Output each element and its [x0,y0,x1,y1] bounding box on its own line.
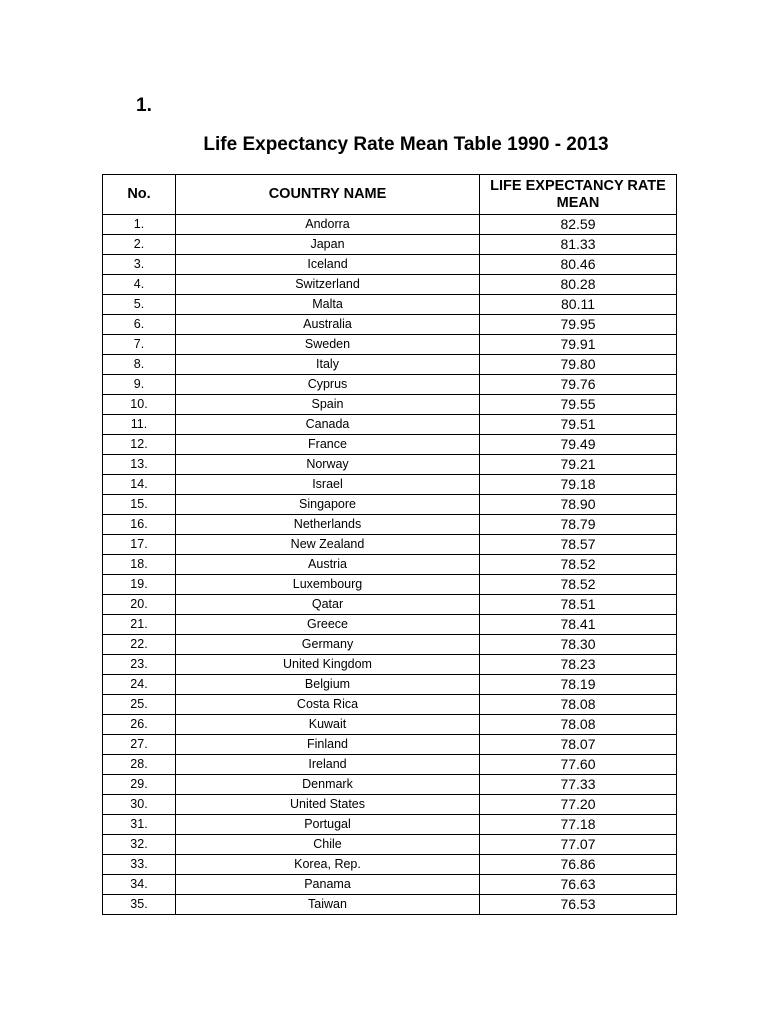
country-name-cell: Greece [176,615,480,635]
row-number-cell: 2. [103,235,176,255]
life-expectancy-value-cell: 79.49 [480,435,677,455]
table-row [103,435,677,455]
table-row [103,615,677,635]
row-number-cell: 4. [103,275,176,295]
row-number-cell: 19. [103,575,176,595]
life-expectancy-value-cell: 77.33 [480,775,677,795]
table-row [103,895,677,915]
life-expectancy-value-cell: 82.59 [480,215,677,235]
header-life-expectancy-rate-mean: LIFE EXPECTANCY RATE MEAN [480,175,677,215]
country-name-cell: Cyprus [176,375,480,395]
table-row [103,695,677,715]
table-row [103,735,677,755]
country-name-cell: Kuwait [176,715,480,735]
life-expectancy-value-cell: 78.30 [480,635,677,655]
life-expectancy-value-cell: 78.52 [480,555,677,575]
table-row [103,515,677,535]
row-number-cell: 6. [103,315,176,335]
row-number-cell: 31. [103,815,176,835]
row-number-cell: 12. [103,435,176,455]
country-name-cell: Iceland [176,255,480,275]
life-expectancy-value-cell: 79.95 [480,315,677,335]
life-expectancy-value-cell: 80.11 [480,295,677,315]
row-number-cell: 17. [103,535,176,555]
life-expectancy-value-cell: 76.53 [480,895,677,915]
country-name-cell: Portugal [176,815,480,835]
table-row [103,315,677,335]
country-name-cell: Canada [176,415,480,435]
life-expectancy-value-cell: 79.55 [480,395,677,415]
country-name-cell: Andorra [176,215,480,235]
life-expectancy-value-cell: 78.41 [480,615,677,635]
row-number-cell: 25. [103,695,176,715]
row-number-cell: 29. [103,775,176,795]
row-number-cell: 33. [103,855,176,875]
country-name-cell: Luxembourg [176,575,480,595]
country-name-cell: Qatar [176,595,480,615]
row-number-cell: 10. [103,395,176,415]
table-row [103,575,677,595]
row-number-cell: 16. [103,515,176,535]
row-number-cell: 28. [103,755,176,775]
country-name-cell: Japan [176,235,480,255]
row-number-cell: 7. [103,335,176,355]
row-number-cell: 13. [103,455,176,475]
table-row [103,375,677,395]
row-number-cell: 21. [103,615,176,635]
table-row [103,595,677,615]
table-row [103,655,677,675]
row-number-cell: 9. [103,375,176,395]
row-number-cell: 26. [103,715,176,735]
country-name-cell: Switzerland [176,275,480,295]
life-expectancy-value-cell: 78.07 [480,735,677,755]
header-country-name: COUNTRY NAME [176,175,480,215]
country-name-cell: Costa Rica [176,695,480,715]
row-number-cell: 23. [103,655,176,675]
row-number-cell: 34. [103,875,176,895]
life-expectancy-value-cell: 78.19 [480,675,677,695]
table-row [103,755,677,775]
country-name-cell: Malta [176,295,480,315]
life-expectancy-value-cell: 78.51 [480,595,677,615]
country-name-cell: Finland [176,735,480,755]
life-expectancy-value-cell: 77.60 [480,755,677,775]
row-number-cell: 1. [103,215,176,235]
life-expectancy-value-cell: 80.28 [480,275,677,295]
table-row [103,415,677,435]
country-name-cell: Taiwan [176,895,480,915]
country-name-cell: Sweden [176,335,480,355]
country-name-cell: Norway [176,455,480,475]
table-row [103,475,677,495]
table-row [103,395,677,415]
country-name-cell: United Kingdom [176,655,480,675]
page-title: Life Expectancy Rate Mean Table 1990 - 2013 [203,134,609,155]
table-row [103,495,677,515]
life-expectancy-value-cell: 77.18 [480,815,677,835]
row-number-cell: 5. [103,295,176,315]
table-row [103,555,677,575]
table-row [103,295,677,315]
table-row [103,275,677,295]
table-row [103,355,677,375]
section-number: 1. [136,95,152,116]
row-number-cell: 20. [103,595,176,615]
life-expectancy-value-cell: 79.76 [480,375,677,395]
life-expectancy-value-cell: 78.08 [480,715,677,735]
row-number-cell: 11. [103,415,176,435]
row-number-cell: 3. [103,255,176,275]
table-header-row [103,175,677,215]
life-expectancy-value-cell: 77.07 [480,835,677,855]
row-number-cell: 32. [103,835,176,855]
life-expectancy-value-cell: 81.33 [480,235,677,255]
table-row [103,255,677,275]
table-row [103,675,677,695]
table-row [103,635,677,655]
table-row [103,875,677,895]
country-name-cell: New Zealand [176,535,480,555]
table-row [103,835,677,855]
life-expectancy-value-cell: 77.20 [480,795,677,815]
country-name-cell: Belgium [176,675,480,695]
table-row [103,535,677,555]
country-name-cell: Singapore [176,495,480,515]
country-name-cell: Austria [176,555,480,575]
table-row [103,335,677,355]
country-name-cell: Israel [176,475,480,495]
life-expectancy-value-cell: 78.23 [480,655,677,675]
life-expectancy-value-cell: 76.63 [480,875,677,895]
row-number-cell: 22. [103,635,176,655]
table-row [103,775,677,795]
table-row [103,455,677,475]
table-row [103,715,677,735]
country-name-cell: United States [176,795,480,815]
country-name-cell: Italy [176,355,480,375]
row-number-cell: 30. [103,795,176,815]
life-expectancy-value-cell: 79.18 [480,475,677,495]
row-number-cell: 8. [103,355,176,375]
country-name-cell: Australia [176,315,480,335]
row-number-cell: 27. [103,735,176,755]
table-row [103,815,677,835]
row-number-cell: 18. [103,555,176,575]
life-expectancy-value-cell: 78.08 [480,695,677,715]
country-name-cell: Panama [176,875,480,895]
life-expectancy-table [102,174,677,915]
life-expectancy-value-cell: 79.80 [480,355,677,375]
life-expectancy-value-cell: 79.51 [480,415,677,435]
country-name-cell: France [176,435,480,455]
life-expectancy-value-cell: 76.86 [480,855,677,875]
country-name-cell: Netherlands [176,515,480,535]
row-number-cell: 35. [103,895,176,915]
table-body [103,215,677,915]
country-name-cell: Germany [176,635,480,655]
country-name-cell: Spain [176,395,480,415]
table-row [103,855,677,875]
country-name-cell: Ireland [176,755,480,775]
table-row [103,795,677,815]
table-row [103,215,677,235]
life-expectancy-value-cell: 78.52 [480,575,677,595]
country-name-cell: Chile [176,835,480,855]
header-no: No. [103,175,176,215]
life-expectancy-value-cell: 78.57 [480,535,677,555]
life-expectancy-value-cell: 80.46 [480,255,677,275]
life-expectancy-value-cell: 79.21 [480,455,677,475]
table-row [103,235,677,255]
life-expectancy-value-cell: 78.79 [480,515,677,535]
row-number-cell: 24. [103,675,176,695]
country-name-cell: Denmark [176,775,480,795]
row-number-cell: 14. [103,475,176,495]
row-number-cell: 15. [103,495,176,515]
life-expectancy-value-cell: 78.90 [480,495,677,515]
life-expectancy-value-cell: 79.91 [480,335,677,355]
country-name-cell: Korea, Rep. [176,855,480,875]
